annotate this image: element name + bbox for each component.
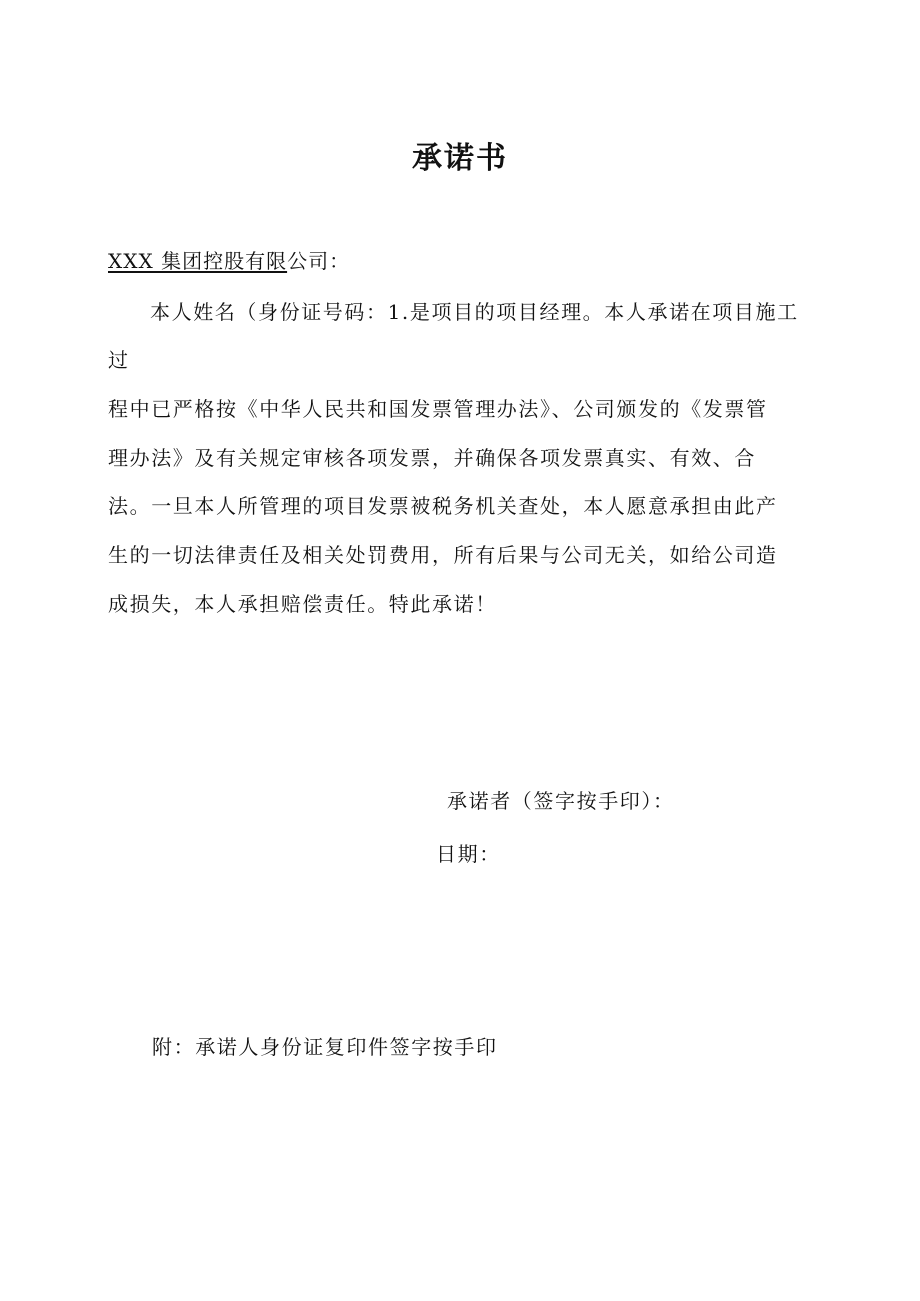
addressee-suffix: 公司： bbox=[287, 249, 351, 273]
body-line-4: 理办法》及有关规定审核各项发票，并确保各项发票真实、有效、合 bbox=[108, 446, 756, 470]
document-title: 承诺书 bbox=[412, 141, 508, 176]
signature-label: 承诺者（签字按手印）： bbox=[447, 789, 675, 813]
body-line-6: 生的一切法律责任及相关处罚费用，所有后果与公司无关，如给公司造 bbox=[108, 543, 778, 567]
date-label: 日期： bbox=[436, 842, 501, 866]
addressee-company: XXX 集团控股有限 bbox=[108, 249, 288, 273]
addressee-line bbox=[108, 245, 350, 274]
body-line-5: 法。一旦本人所管理的项目发票被税务机关查处，本人愿意承担由此产 bbox=[108, 494, 778, 518]
attachment-note: 附：承诺人身份证复印件签字按手印 bbox=[152, 1035, 498, 1059]
body-line-3: 程中已严格按《中华人民共和国发票管理办法》、公司颁发的《发票管 bbox=[108, 397, 768, 421]
body-line-1: 本人姓名（身份证号码：1.是项目的项目经理。本人承诺在项目施工 bbox=[150, 300, 799, 324]
body-line-7: 成损失，本人承担赔偿责任。特此承诺！ bbox=[108, 592, 497, 616]
body-line-2: 过 bbox=[108, 348, 130, 372]
